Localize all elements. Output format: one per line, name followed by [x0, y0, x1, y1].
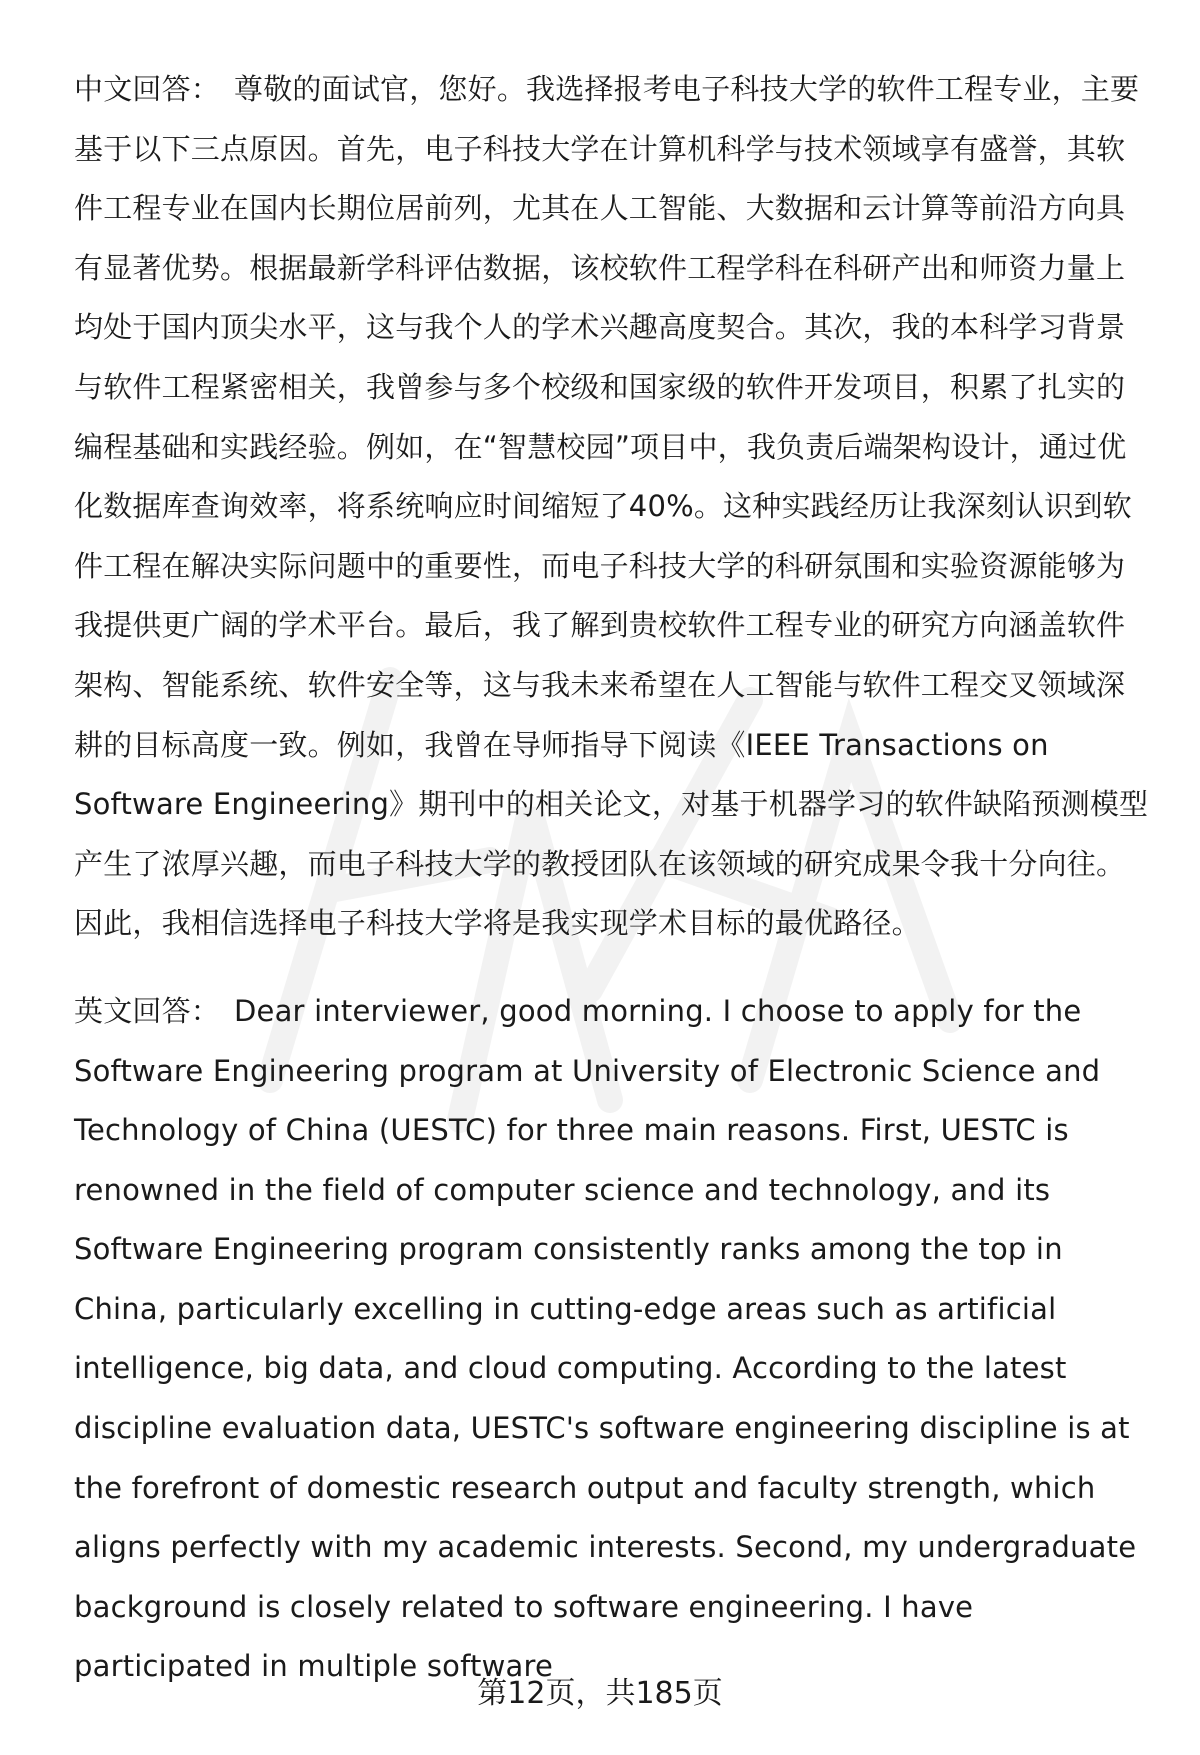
english-answer-paragraph — [74, 982, 1154, 1697]
document-body — [74, 60, 1154, 1697]
english-answer-text: Dear interviewer, good morning. I choose to apply for the Software Engineering program at University of Electronic Science and Technology of China (UESTC) for three main reasons. First, UESTC is renowned in the field of computer science and technology, and its Software Engineering program consistently ranks among the top in China, particularly excelling in cutting-edge areas such as artificial intelligence, big data, and cloud computing. According to the latest discipline evaluation data, UESTC's software engineering discipline is at the forefront of domestic research output and faculty strength, which aligns perfectly with my academic interests. Second, my undergraduate background is closely related to software engineering. I have participated in multiple software — [74, 993, 1137, 1684]
english-answer-label: 英文回答： — [74, 993, 221, 1028]
chinese-answer-text: 尊敬的面试官，您好。我选择报考电子科技大学的软件工程专业，主要基于以下三点原因。首先，电子科技大学在计算机科学与技术领域享有盛誉，其软件工程专业在国内长期位居前列，尤其在人工智能、大数据和云计算等前沿方向具有显著优势。根据最新学科评估数据，该校软件工程学科在科研产出和师资力量上均处于国内顶尖水平，这与我个人的学术兴趣高度契合。其次，我的本科学习背景与软件工程紧密相关，我曾参与多个校级和国家级的软件开发项目，积累了扎实的编程基础和实践经验。例如，在“智慧校园”项目中，我负责后端架构设计，通过优化数据库查询效率，将系统响应时间缩短了40%。这种实践经历让我深刻认识到软件工程在解决实际问题中的重要性，而电子科技大学的科研氛围和实验资源能够为我提供更广阔的学术平台。最后，我了解到贵校软件工程专业的研究方向涵盖软件架构、智能系统、软件安全等，这与我未来希望在人工智能与软件工程交叉领域深耕的目标高度一致。例如，我曾在导师指导下阅读《IEEE Transactions on Software Engineering》期刊中的相关论文，对基于机器学习的软件缺陷预测模型产生了浓厚兴趣，而电子科技大学的教授团队在该领域的研究成果令我十分向往。因此，我相信选择电子科技大学将是我实现学术目标的最优路径。 — [74, 72, 1149, 941]
chinese-answer-label: 中文回答： — [74, 72, 221, 106]
chinese-answer-paragraph — [74, 60, 1154, 954]
page-number-footer: 第12页，共185页 — [477, 1676, 723, 1711]
